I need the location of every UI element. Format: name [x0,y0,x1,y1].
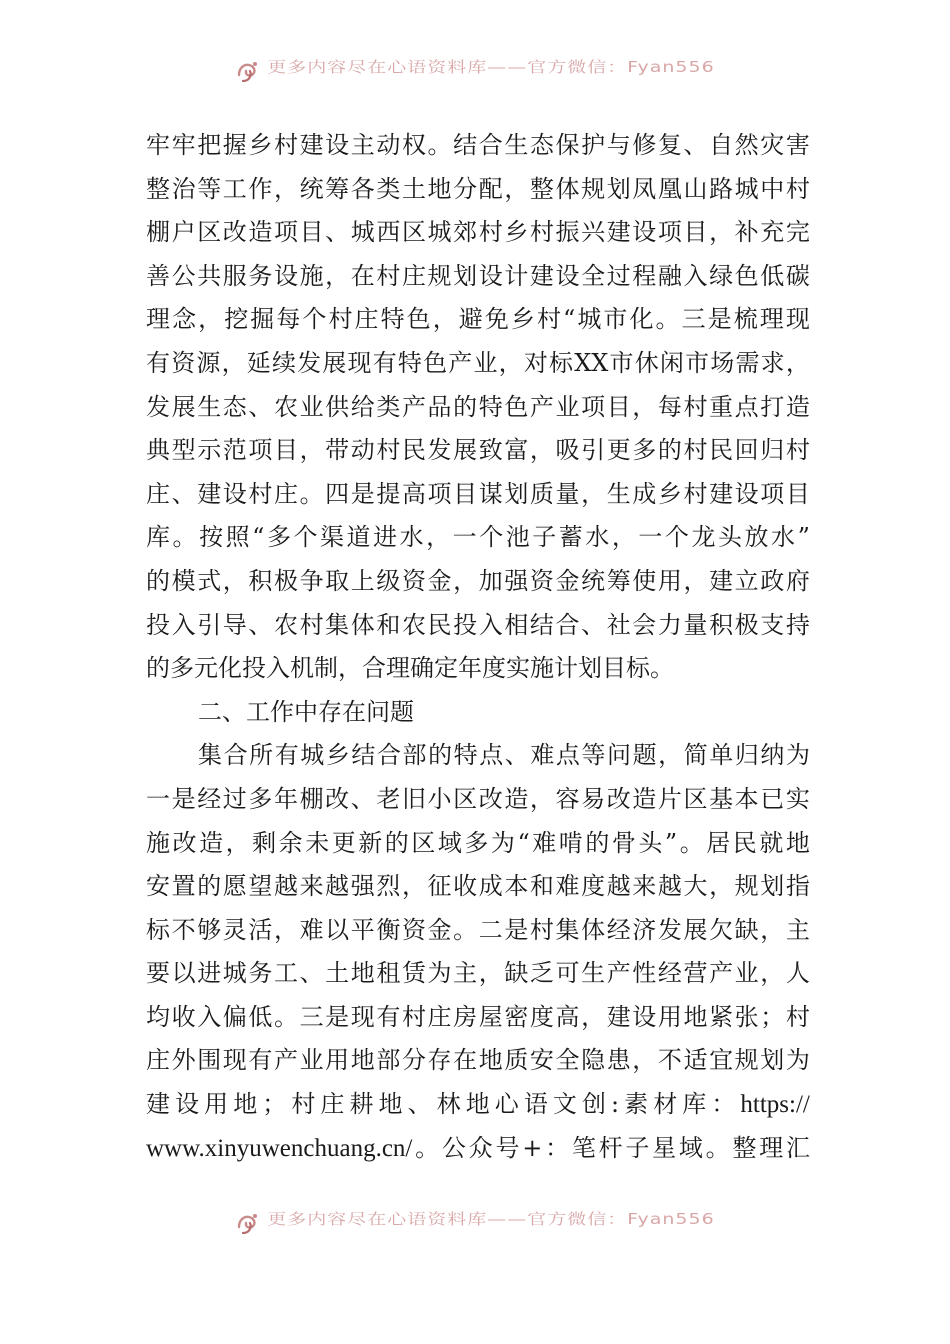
text-line: 棚 户 区 改 造 项 目 、 城 西 区 城 郊 村 乡 村 振 兴 建 设 项 目 ， 补 充 完 [146,218,810,247]
text-line: 庄 、 建 设 村 庄 。 四 是 提 高 项 目 谋 划 质 量 ， 生 成 乡 村 建 设 项 目 [146,479,810,508]
text-line: www.xinyuwenchuang.cn/ 。 公 众 号 + ： 笔 杆 子 星 域 。 整 理 汇 [146,1133,810,1162]
text-line: 一 是 经 过 多 年 棚 改 、 老 旧 小 区 改 造 ， 容 易 改 造 片 区 基 本 已 实 [146,784,810,813]
text-line: 整 治 等 工 作 ， 统 筹 各 类 土 地 分 配 ， 整 体 规 划 凤 凰 山 路 城 中 村 [146,174,810,203]
text-line: 庄 外 围 现 有 产 业 用 地 部 分 存 在 地 质 安 全 隐 患 ， 不 适 宜 规 划 为 [146,1046,810,1075]
text-line: 有 资 源 ， 延 续 发 展 现 有 特 色 产 业 ， 对 标 XX 市 休 闲 市 场 需 求 ， [146,348,810,377]
brand-logo-icon [235,1210,261,1236]
watermark-text: 更多内容尽在心语资料库——官方微信：Fyan556 [267,58,715,76]
text-line: 均 收 入 偏 低 。 三 是 现 有 村 庄 房 屋 密 度 高 ， 建 设 用 地 紧 张 ； 村 [146,1002,810,1031]
text-line: 投 入 引 导 、 农 村 集 体 和 农 民 投 入 相 结 合 、 社 会 力 量 积 极 支 持 [146,610,810,639]
text-line: 要 以 进 城 务 工 、 土 地 租 赁 为 主 ， 缺 乏 可 生 产 性 经 营 产 业 ， 人 [146,959,810,988]
watermark-text: 更多内容尽在心语资料库——官方微信：Fyan556 [267,1210,715,1228]
text-line: 的多元化投入机制，合理确定年度实施计划目标。 [146,654,674,683]
text-line: 标 不 够 灵 活 ， 难 以 平 衡 资 金 。 二 是 村 集 体 经 济 发 展 欠 缺 ， 主 [146,915,810,944]
text-line: 牢 牢 把 握 乡 村 建 设 主 动 权 。 结 合 生 态 保 护 与 修 复 、 自 然 灾 害 [146,131,810,159]
text-line: 善 公 共 服 务 设 施 ， 在 村 庄 规 划 设 计 建 设 全 过 程 融 入 绿 色 低 碳 [146,261,810,290]
text-line: 典 型 示 范 项 目 ， 带 动 村 民 发 展 致 富 ， 吸 引 更 多 的 村 民 回 归 村 [146,436,810,465]
brand-logo-icon [235,58,261,84]
text-line: 集 合 所 有 城 乡 结 合 部 的 特 点 、 难 点 等 问 题 ， 简 单 归 纳 为 [198,741,810,770]
text-line: 理 念 ， 挖 掘 每 个 村 庄 特 色 ， 避 免 乡 村 “ 城 市 化 。 三 是 梳 理 现 [146,305,810,334]
text-line: 施 改 造 ， 剩 余 未 更 新 的 区 域 多 为 “ 难 啃 的 骨 头 ” 。 居 民 就 地 [146,828,810,857]
watermark-banner-top [0,54,950,88]
watermark-banner-bottom [0,1206,950,1240]
text-line: 建 设 用 地 ； 村 庄 耕 地 、 林 地 心 语 文 创 : 素 材 库 ： https:// [146,1090,810,1119]
text-line: 的 模 式 ， 积 极 争 取 上 级 资 金 ， 加 强 资 金 统 筹 使 用 ， 建 立 政 府 [146,566,810,595]
text-line: 安 置 的 愿 望 越 来 越 强 烈 ， 征 收 成 本 和 难 度 越 来 越 大 ， 规 划 指 [146,872,810,901]
text-line: 库 。 按 照 “ 多 个 渠 道 进 水 ， 一 个 池 子 蓄 水 ， 一 个 龙 头 放 水 ” [146,523,810,552]
document-body [146,124,810,1170]
text-line: 发 展 生 态 、 农 业 供 给 类 产 品 的 特 色 产 业 项 目 ， 每 村 重 点 打 造 [146,392,810,421]
section-heading: 二、工作中存在问题 [198,697,414,726]
